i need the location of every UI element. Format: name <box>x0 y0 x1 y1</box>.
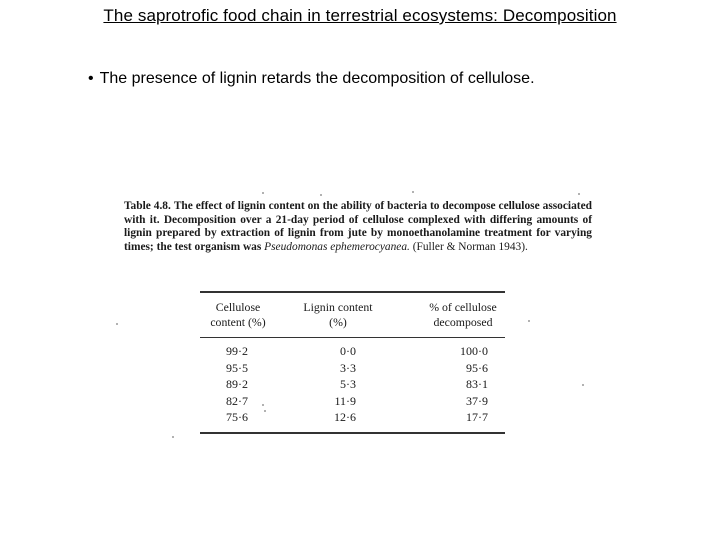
test-organism: Pseudomonas ephemerocyanea. <box>264 240 410 253</box>
decomposed-cell: 37·9 <box>466 393 488 408</box>
table-row <box>200 361 505 378</box>
slide-title: The saprotrofic food chain in terrestrial ecosystems: Decomposition <box>103 6 617 25</box>
table-citation: (Fuller & Norman 1943). <box>412 240 528 253</box>
lignin-cell: 0·0 <box>340 344 356 358</box>
header-lignin-content: Lignin content (%) <box>303 300 373 329</box>
cellulose-cell: 99·2 <box>226 344 248 358</box>
table-row <box>200 394 505 411</box>
table-top-rule <box>200 291 505 293</box>
decomposed-cell: 100·0 <box>460 344 488 358</box>
header-cellulose-decomposed: % of cellulose decomposed <box>429 300 497 329</box>
lignin-cell: 3·3 <box>340 360 356 375</box>
table-body <box>200 344 505 427</box>
bullet-marker: • <box>88 70 94 87</box>
table-caption-text: The effect of lignin content on the ability of bacteria to decompose cellulose associated with it. Decomposition over a 21-day period of cellulose complexed with differing amounts of lignin prepared by extraction of lignin from jute by monoethanolamine treatment for varying times; the test organism was <box>124 200 592 253</box>
table-label: Table 4.8. <box>124 200 171 212</box>
lignin-cell: 5·3 <box>340 377 356 391</box>
table-row <box>200 377 505 394</box>
cellulose-cell: 82·7 <box>226 393 248 408</box>
table-header-rule <box>200 337 505 338</box>
header-cellulose-content: Cellulose content (%) <box>210 300 266 329</box>
cellulose-cell: 75·6 <box>226 410 248 424</box>
scanned-table-image <box>112 188 600 443</box>
cellulose-cell: 95·5 <box>226 360 248 375</box>
lignin-cell: 12·6 <box>334 410 356 424</box>
bullet-text: The presence of lignin retards the decomposition of cellulose. <box>99 70 535 87</box>
decomposed-cell: 17·7 <box>466 410 488 424</box>
decomposed-cell: 83·1 <box>466 377 488 391</box>
bullet-point <box>88 70 535 88</box>
decomposed-cell: 95·6 <box>466 360 488 375</box>
table-caption <box>124 200 592 254</box>
table-bottom-rule <box>200 432 505 434</box>
table-row <box>200 344 505 361</box>
table-row <box>200 410 505 427</box>
lignin-cell: 11·9 <box>334 393 356 408</box>
cellulose-cell: 89·2 <box>226 377 248 391</box>
